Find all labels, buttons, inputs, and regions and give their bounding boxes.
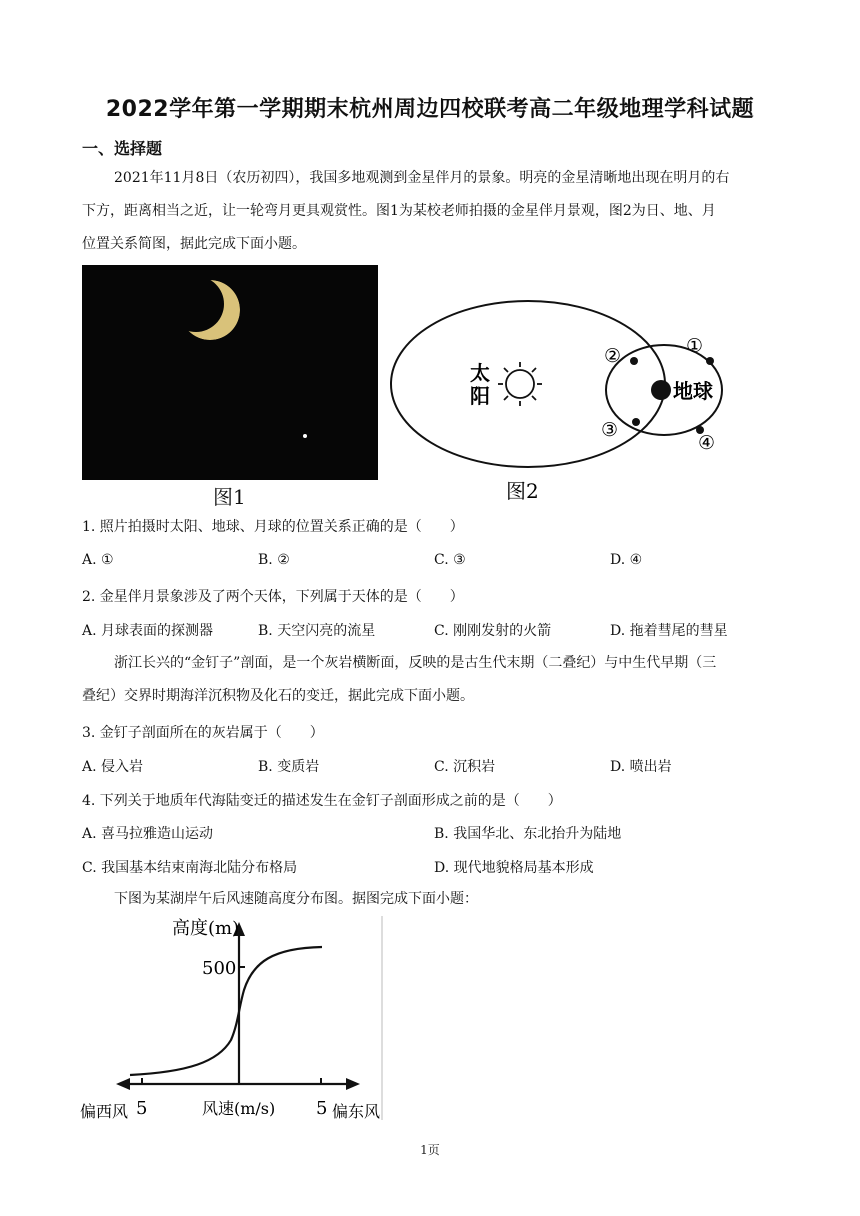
marker-1: ①: [686, 335, 704, 357]
west-wind-label: 偏西风: [80, 1102, 129, 1121]
east-wind-label: 偏东风: [332, 1102, 381, 1121]
q4-option-c: C. 我国基本结束南海北陆分布格局: [82, 860, 298, 876]
question-2: 2. 金星伴月景象涉及了两个天体，下列属于天体的是（ ）: [82, 589, 464, 605]
q2-option-a: A. 月球表面的探测器: [82, 623, 214, 639]
q1-option-d: D. ④: [610, 552, 643, 568]
figure-1-photo: [82, 265, 378, 480]
sun-icon: [498, 362, 542, 406]
section-heading: 一、选择题: [82, 139, 163, 158]
q4-option-a: A. 喜马拉雅造山运动: [82, 826, 214, 842]
q3-option-a: A. 侵入岩: [82, 759, 144, 775]
q3-option-c: C. 沉积岩: [434, 759, 496, 775]
q3-option-d: D. 喷出岩: [610, 759, 672, 775]
y-axis-label: 高度(m): [172, 918, 240, 939]
figure-2-label: 图2: [506, 479, 539, 503]
y-tick-label: 500: [202, 958, 237, 979]
moon-position-3: [632, 418, 640, 426]
q1-option-c: C. ③: [434, 552, 466, 568]
passage-2-line-1: 浙江长兴的“金钉子”剖面，是一个灰岩横断面，反映的是古生代末期（二叠纪）与中生代早期（三: [114, 655, 717, 671]
sun-label-1: 太: [470, 361, 490, 385]
q1-option-b: B. ②: [258, 552, 290, 568]
x-axis-right-arrow-icon: [346, 1078, 360, 1090]
passage-3: 下图为某湖岸午后风速随高度分布图。据图完成下面小题：: [114, 891, 478, 907]
q4-option-b: B. 我国华北、东北抬升为陆地: [434, 826, 622, 842]
wind-height-chart: [78, 912, 388, 1124]
q2-option-b: B. 天空闪亮的流星: [258, 623, 376, 639]
x-tick-right-label: 5: [316, 1098, 328, 1119]
sun-label-2: 阳: [470, 384, 490, 408]
earth-dot: [651, 380, 671, 400]
question-4: 4. 下列关于地质年代海陆变迁的描述发生在金钉子剖面形成之前的是（ ）: [82, 793, 562, 809]
passage-1-line-1: 2021年11月8日（农历初四），我国多地观测到金星伴月的景象。明亮的金星清晰地出现在明月的右: [114, 170, 730, 186]
question-1: 1. 照片拍摄时太阳、地球、月球的位置关系正确的是（ ）: [82, 519, 464, 535]
passage-2-line-2: 叠纪）交界时期海洋沉积物及化石的变迁，据此完成下面小题。: [82, 688, 474, 704]
crescent-moon-venus-image: [82, 265, 378, 480]
earth-label: 地球: [673, 379, 713, 403]
page-number: 1页: [420, 1143, 440, 1157]
passage-1-line-2: 下方，距离相当之近，让一轮弯月更具观赏性。图1为某校老师拍摄的金星伴月景观，图2为日、地、月: [82, 203, 716, 219]
x-axis-left-arrow-icon: [116, 1078, 130, 1090]
q1-option-a: A. ①: [82, 552, 114, 568]
q2-option-d: D. 拖着彗尾的彗星: [610, 623, 728, 639]
marker-3: ③: [601, 419, 619, 441]
moon-position-1: [706, 357, 714, 365]
passage-1-line-3: 位置关系简图，据此完成下面小题。: [82, 236, 306, 252]
marker-4: ④: [698, 432, 716, 454]
figure-2-diagram: [382, 300, 732, 510]
q3-option-b: B. 变质岩: [258, 759, 320, 775]
figure-1-label: 图1: [213, 485, 246, 509]
q2-option-c: C. 刚刚发射的火箭: [434, 623, 552, 639]
earth-orbit: [391, 301, 665, 467]
question-3: 3. 金钉子剖面所在的灰岩属于（ ）: [82, 725, 324, 741]
marker-2: ②: [604, 345, 622, 367]
x-axis-label: 风速(m/s): [202, 1099, 276, 1118]
page-title: 2022学年第一学期期末杭州周边四校联考高二年级地理学科试题: [105, 97, 755, 122]
q4-option-d: D. 现代地貌格局基本形成: [434, 860, 594, 876]
moon-position-2: [630, 357, 638, 365]
x-tick-left-label: 5: [136, 1098, 148, 1119]
